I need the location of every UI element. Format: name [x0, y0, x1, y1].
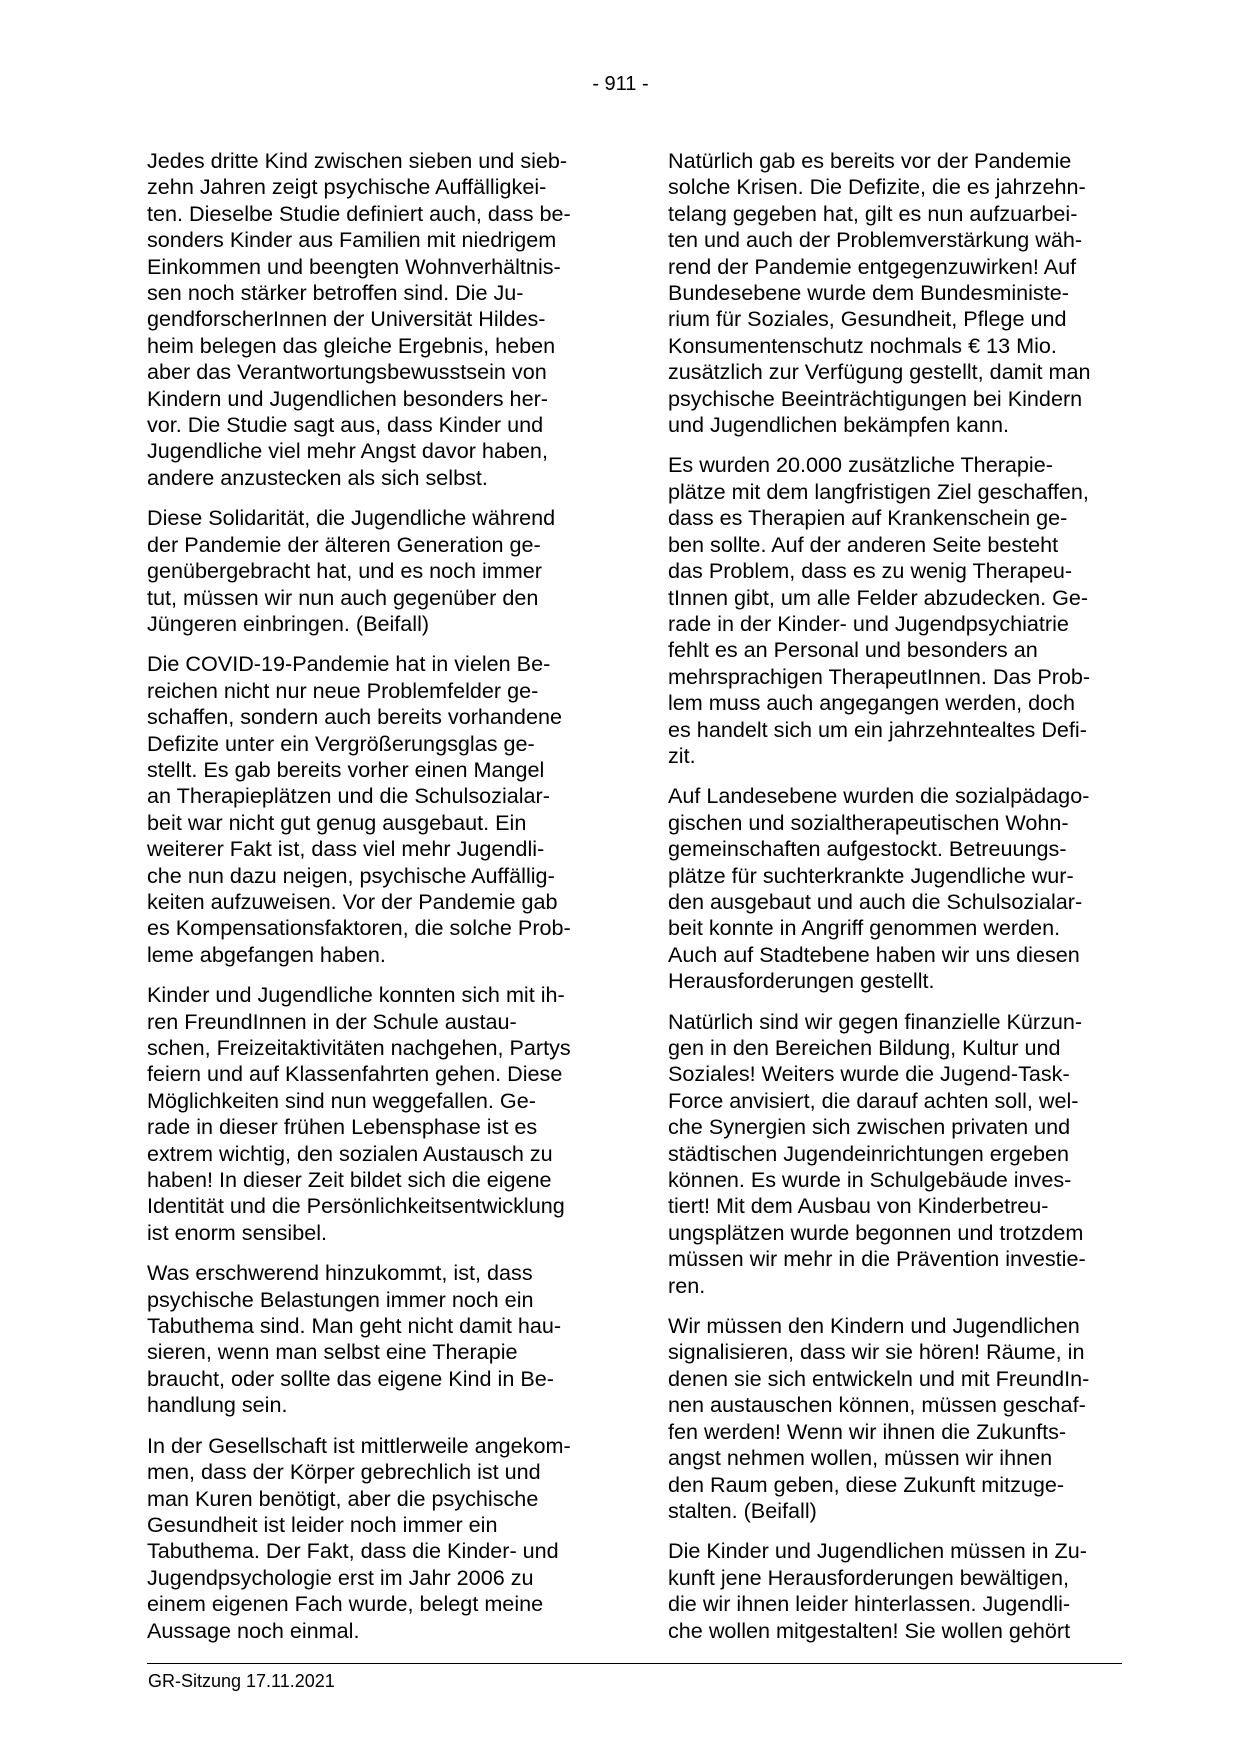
footer-session-date: GR-Sitzung 17.11.2021: [148, 1671, 335, 1691]
right-text-column: [668, 148, 1123, 1658]
paragraph: Es wurden 20.000 zusätzliche Therapie- plätze mit dem langfristigen Ziel geschaffen, dass es Therapien auf Krankenschein ge- ben sollte. Auf der anderen Seite besteht das Problem, dass es zu wenig Therapeu- tInnen gibt, um alle Felder abzudecken. Ge- rade in der Kinder- und Jugendpsychiatrie fehlt es an Personal und besonders an mehrsprachigen TherapeutInnen. Das Prob- lem muss auch angegangen werden, doch es handelt sich um ein jahrzehntealtes Defi- zit.: [668, 452, 1091, 768]
paragraph: Jedes dritte Kind zwischen sieben und sieb- zehn Jahren zeigt psychische Auffälligkei- ten. Dieselbe Studie definiert auch, dass be- sonders Kinder aus Familien mit niedrigem Einkommen und beengten Wohnverhältnis- sen noch stärker betroffen sind. Die Ju- gendforscherInnen der Universität Hildes- heim belegen das gleiche Ergebnis, heben aber das Verantwortungsbewusstsein von Kindern und Jugendlichen besonders her- vor. Die Studie sagt aus, dass Kinder und Jugendliche viel mehr Angst davor haben, andere anzustecken als sich selbst.: [147, 148, 571, 490]
paragraph: Natürlich sind wir gegen finanzielle Kürzun- gen in den Bereichen Bildung, Kultur und Soziales! Weiters wurde die Jugend-Task- Force anvisiert, die darauf achten soll, wel- che Synergien sich zwischen privaten und städtischen Jugendeinrichtungen ergeben können. Es wurde in Schulgebäude inves- tiert! Mit dem Ausbau von Kinderbetreu- ungsplätzen wurde begonnen und trotzdem müssen wir mehr in die Prävention investie- ren.: [668, 1008, 1086, 1298]
paragraph: Kinder und Jugendliche konnten sich mit ih- ren FreundInnen in der Schule austau- schen, Freizeitaktivitäten nachgehen, Partys feiern und auf Klassenfahrten gehen. Diese Möglichkeiten sind nun weggefallen. Ge- rade in dieser frühen Lebensphase ist es extrem wichtig, den sozialen Austausch zu haben! In dieser Zeit bildet sich die eigene Identität und die Persönlichkeitsentwicklung ist enorm sensibel.: [147, 982, 571, 1245]
paragraph: Wir müssen den Kindern und Jugendlichen signalisieren, dass wir sie hören! Räume, in denen sie sich entwickeln und mit FreundIn- nen austauschen können, müssen geschaf- fen werden! Wenn wir ihnen die Zukunfts- angst nehmen wollen, müssen wir ihnen den Raum geben, diese Zukunft mitzuge- stalten. (Beifall): [668, 1313, 1090, 1523]
paragraph: Die COVID-19-Pandemie hat in vielen Be- reichen nicht nur neue Problemfelder ge- schaffen, sondern auch bereits vorhandene Defizite unter ein Vergrößerungsglas ge- stellt. Es gab bereits vorher einen Mangel an Therapieplätzen und die Schulsozialar- beit war nicht gut genug ausgebaut. Ein weiterer Fakt ist, dass viel mehr Jugendli- che nun dazu neigen, psychische Auffällig- keiten aufzuweisen. Vor der Pandemie gab es Kompensationsfaktoren, die solche Prob- leme abgefangen haben.: [147, 651, 571, 967]
paragraph: Die Kinder und Jugendlichen müssen in Zu- kunft jene Herausforderungen bewältigen, die wir ihnen leider hinterlassen. Jugendli- che wollen mitgestalten! Sie wollen gehört: [668, 1538, 1087, 1643]
paragraph: In der Gesellschaft ist mittlerweile angekom- men, dass der Körper gebrechlich ist und man Kuren benötigt, aber die psychische Gesundheit ist leider noch immer ein Tabuthema. Der Fakt, dass die Kinder- und Jugendpsychologie erst im Jahr 2006 zu einem eigenen Fach wurde, belegt meine Aussage noch einmal.: [147, 1432, 571, 1643]
left-text-column: [147, 148, 602, 1658]
page-number: - 911 -: [592, 73, 649, 95]
footer-divider: [147, 1663, 1122, 1664]
paragraph: Diese Solidarität, die Jugendliche während der Pandemie der älteren Generation ge- genübergebracht hat, und es noch immer tut, müssen wir nun auch gegenüber den Jüngeren einbringen. (Beifall): [147, 505, 556, 636]
paragraph: Was erschwerend hinzukommt, ist, dass psychische Belastungen immer noch ein Tabuthema sind. Man geht nicht damit hau- sieren, wenn man selbst eine Therapie braucht, oder sollte das eigene Kind in Be- handlung sein.: [147, 1260, 562, 1418]
paragraph: Auf Landesebene wurden die sozialpädago- gischen und sozialtherapeutischen Wohn- gemeinschaften aufgestockt. Betreuungs- plätze für suchterkrankte Jugendliche wur- den ausgebaut und auch die Schulsozialar- beit konnte in Angriff genommen werden. Auch auf Stadtebene haben wir uns diesen Herausforderungen gestellt.: [668, 783, 1090, 994]
paragraph: Natürlich gab es bereits vor der Pandemie solche Krisen. Die Defizite, die es jahrzehn- telang gegeben hat, gilt es nun aufzuarbei- ten und auch der Problemverstärkung wäh- rend der Pandemie entgegenzuwirken! Auf Bundesebene wurde dem Bundesministe- rium für Soziales, Gesundheit, Pflege und Konsumentenschutz nochmals € 13 Mio. zusätzlich zur Verfügung gestellt, damit man psychische Beeinträchtigungen bei Kindern und Jugendlichen bekämpfen kann.: [668, 148, 1091, 438]
